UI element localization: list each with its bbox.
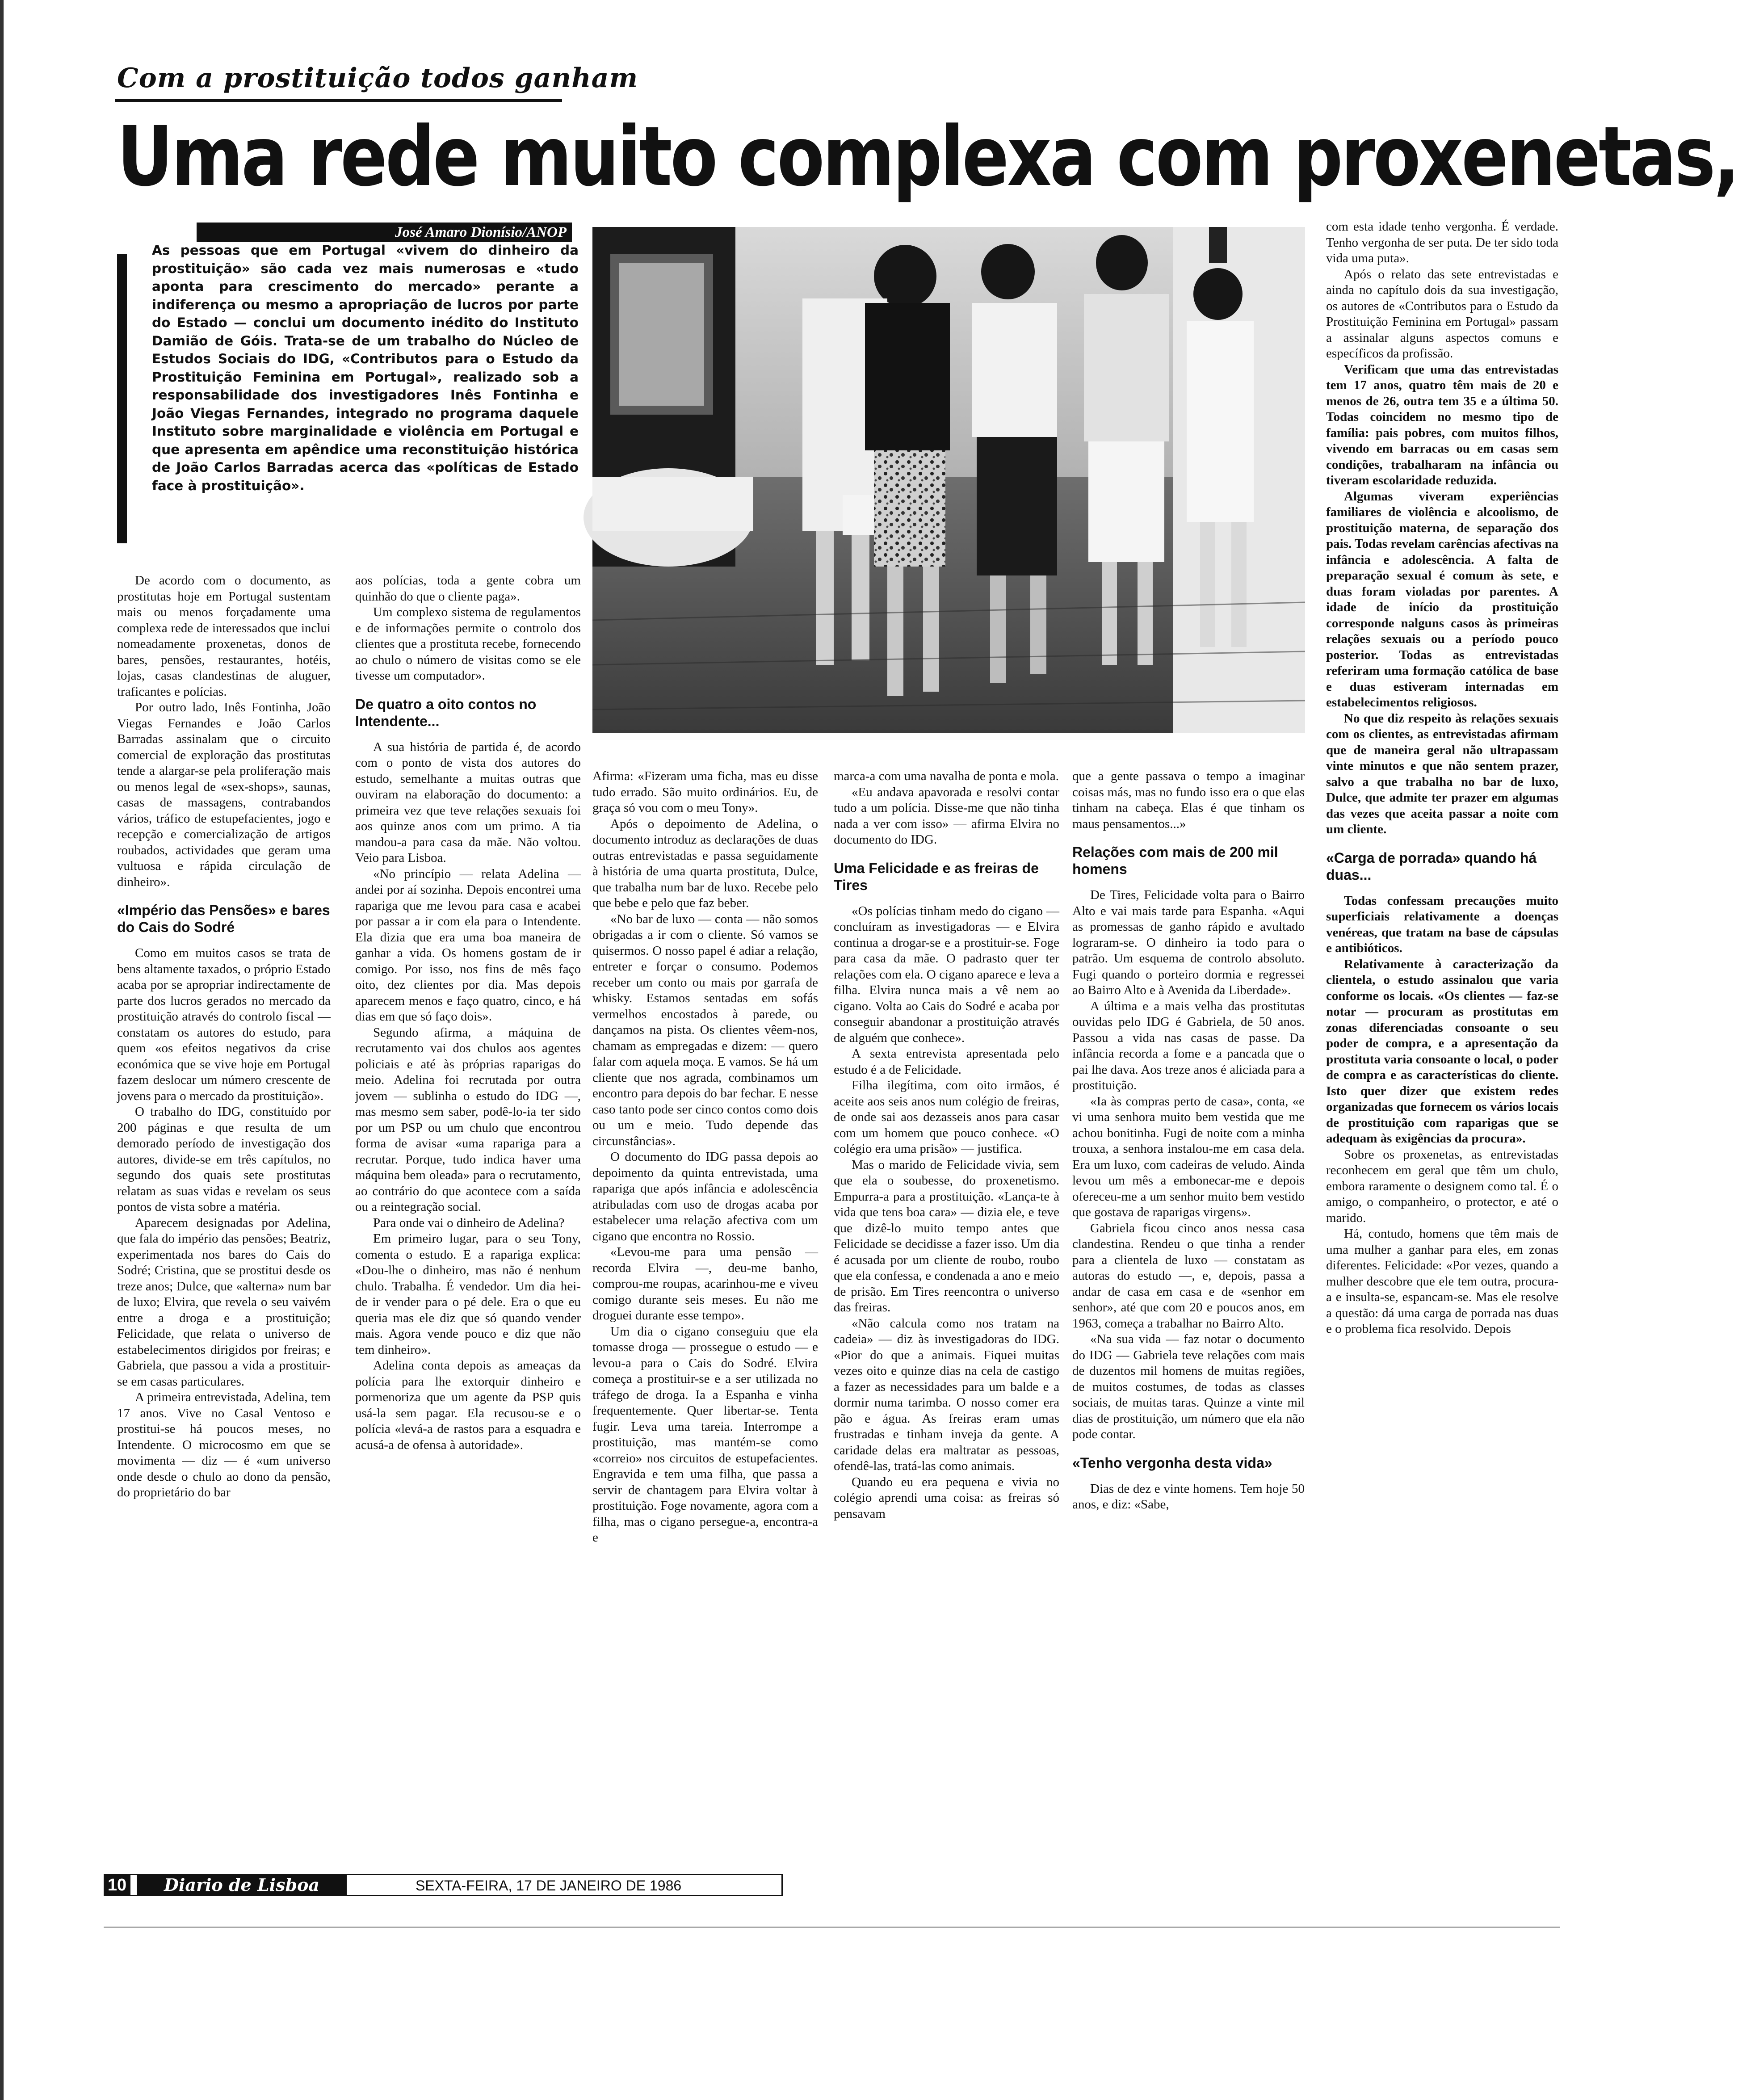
subheading: De quatro a oito contos no Intendente... <box>355 696 537 729</box>
paragraph: «Levou-me para uma pensão — recorda Elvira —, deu-me banho, comprou-me roupas, acarinhou-me e viveu comigo durante seis meses. Eu não me droguei durante esse tempo». <box>592 1245 818 1323</box>
paragraph: marca-a com uma navalha de ponta e mola. <box>834 769 1059 783</box>
paragraph: Verificam que uma das entrevistadas tem 17 anos, quatro têm mais de 20 e menos de 26, outra tem 35 e a última 50. Todas coincidem no mesmo tipo de família: pais pobres, com muitos filhos, vivendo em barracas ou em casas sem condições, trabalharam na infância ou tiveram escolaridade reduzida. <box>1326 362 1558 487</box>
scan-edge <box>0 0 4 2100</box>
paragraph: aos polícias, toda a gente cobra um quinhão do que o cliente paga». <box>355 573 581 604</box>
paragraph: Filha ilegítima, com oito irmãos, é aceite aos seis anos num colégio de freiras, de onde sai aos dezasseis anos para casar com um homem que pouco conhece. «O colégio era uma prisão» — justifica. <box>834 1078 1059 1156</box>
paragraph: A sexta entrevista apresentada pelo estudo é a de Felicidade. <box>834 1046 1059 1077</box>
paragraph: Relativamente à caracterização da clientela, o estudo assinalou que varia conforme os locais. «Os clientes — faz-se notar — procuram as prostitutas em zonas diferenciadas consoante o seu poder de compra, e a apresentação da prostituta varia consoante o local, o poder de compra e as características do cliente. Isto quer dizer que existem redes organizadas que fornecem os vários locais de prostituição com raparigas que se adequam às exigências da procura». <box>1326 957 1558 1146</box>
byline: José Amaro Dionísio/ANOP <box>197 223 572 242</box>
lead-paragraph: As pessoas que em Portugal «vivem do dinheiro da prostituição» são cada vez mais numerosas e «tudo aponta para crescimento do mercado» perante a indiferença ou mesmo a apropriação de lucros por parte do Estado — conclui um documento inédito do Instituto Damião de Góis. Trata-se de um trabalho do Núcleo de Estudos Sociais do IDG, «Contributos para o Estudo da Prostituição Feminina em Portugal», realizado sob a responsabilidade dos investigadores Inês Fontinha e João Viegas Fernandes, integrado no programa daquele Instituto sobre marginalidade e violência em Portugal e que apresenta em apêndice uma reconstituição histórica de João Carlos Barradas acerca das «políticas de Estado face à prostituição». <box>152 243 579 493</box>
paragraph: Como em muitos casos se trata de bens altamente taxados, o próprio Estado acaba por se apropriar indirectamente de parte dos lucros gerados no mercado da prostituição através do controlo fiscal — constatam os autores do estudo, para quem «os efeitos negativos da crise económica que se vive hoje em Portugal fazem deslocar um número crescente de jovens para o mercado da prostituição». <box>117 946 331 1103</box>
article-column-5 <box>1072 769 1305 1868</box>
paragraph: Após o relato das sete entrevistadas e ainda no capítulo dois da sua investigação, os autores de «Contributos para o Estudo da Prostituição Feminina em Portugal» passam a assinalar alguns aspectos comuns e específicos da profissão. <box>1326 267 1558 361</box>
paragraph: De acordo com o documento, as prostitutas hoje em Portugal sustentam mais ou menos forçadamente uma complexa rede de interessados que inclui nomeadamente proxenetas, donos de bares, pensões, restaurantes, hotéis, lojas, casas clandestinas de aluguer, traficantes e polícias. <box>117 573 331 699</box>
paragraph: A última e a mais velha das prostitutas ouvidas pelo IDG é Gabriela, de 50 anos. Passou a vida nas casas de passe. Da infância recorda a fome e a pancada que o pai lhe dava. Aos treze anos é aliciada para a prostituição. <box>1072 999 1305 1092</box>
paragraph: «No princípio — relata Adelina — andei por aí sozinha. Depois encontrei uma rapariga que me levou para casa e acabei por passar a ir com ela para o Intendente. Ela dizia que era uma boa maneira de ganhar a vida. Os homens gostam de ir comigo. Por isso, nos fins de mês faço oito, dez clientes por dia. Mas depois aparecem menos e faço quatro, cinco, e há dias em que só faço dois». <box>355 866 581 1024</box>
page-number: 10 <box>104 1874 130 1896</box>
paragraph: «Não calcula como nos tratam na cadeia» — diz às investigadoras do IDG. «Pior do que a animais. Fiquei muitas vezes oito e quinze dias na cela de castigo a fazer as necessidades para um balde e a dormir numa tarimba. O nosso comer era pão e água. As freiras eram umas frustradas e tinham inveja da gente. A caridade delas era maltratar as pessoas, ofendê-las, tratá-las como animais. <box>834 1316 1059 1473</box>
headline: Uma rede muito complexa com proxenetas, <box>117 109 1738 205</box>
paragraph: Um complexo sistema de regulamentos e de informações permite o controlo dos clientes que a prostituta recebe, fornecendo ao chulo o número de visitas como se ele tivesse um computador». <box>355 605 581 683</box>
paragraph: «No bar de luxo — conta — não somos obrigadas a ir com o cliente. Só vamos se quisermos. O nosso papel é adiar a relação, entreter e forçar o consumo. Podemos receber um conto ou mais por garrafa de whisky. Estamos sentadas em sofás vermelhos encostados à parede, ou dançamos na pista. Os clientes vêem-nos, chamam as empregadas e dizem: — quero falar com aquela moça. E vamos. Se há um cliente que nos agrada, combinamos um encontro para depois do bar fechar. E nesse caso tanto pode ser cinco contos como dois ou um e meio. Tudo depende das circunstâncias». <box>592 911 818 1148</box>
paragraph: A primeira entrevistada, Adelina, tem 17 anos. Vive no Casal Ventoso e prostitui-se há poucos meses, no Intendente. O microcosmo em que se movimenta — diz — é «um universo onde desde o chulo ao dono da pensão, do proprietário do bar <box>117 1390 331 1499</box>
paragraph: «Eu andava apavorada e resolvi contar tudo a um polícia. Disse-me que não tinha nada a ver com isso» — afirma Elvira no documento do IDG. <box>834 785 1059 847</box>
paragraph: «Na sua vida — faz notar o documento do IDG — Gabriela teve relações com mais de duzentos mil homens de muitas regiões, de muitos costumes, de todas as classes sociais, de muitas taras. Quinze a vinte mil dias de prostituição, um número que ela não pode contar. <box>1072 1332 1305 1441</box>
subheading: Relações com mais de 200 mil homens <box>1072 844 1278 877</box>
article-column-4 <box>834 769 1059 1868</box>
paragraph: Por outro lado, Inês Fontinha, João Viegas Fernandes e João Carlos Barradas assinalam que o circuito comercial de exploração das prostitutas tende a alargar-se pela proliferação mais ou menos legal de «sex-shops», saunas, casas de massagens, contrabandos vários, tráfico de estupefacientes, jogo e recepção e comercialização de artigos roubados, actividades que geram uma vultuosa e rápida circulação de dinheiro». <box>117 700 331 889</box>
paragraph: «Ia às compras perto de casa», conta, «e vi uma senhora muito bem vestida que me achou bonitinha. Fugi de noite com a minha trouxa, a senhora instalou-me em casa dela. Era um luxo, com cadeiras de veludo. Ainda levou um mês a embonecar-me e depois ofereceu-me a um senhor muito bem vestido que gostava de raparigas virgens». <box>1072 1094 1305 1219</box>
paragraph: Algumas viveram experiências familiares de violência e alcoolismo, de prostituição materna, de separação dos pais. Todas revelam carências afectivas na infância e adolescência. A falta de preparação sexual é comum às sete, e duas foram violadas por parentes. A idade de início da prostituição corresponde nalguns casos às primeiras relações sexuais ou a período pouco posterior. Todas as entrevistadas referiram uma formação católica de base e duas estiveram internadas em estabelecimentos religiosos. <box>1326 489 1558 710</box>
paragraph: Segundo afirma, a máquina de recrutamento vai dos chulos aos agentes policiais e até às próprias raparigas do meio. Adelina foi recrutada por outra jovem — sublinha o estudo do IDG —, mas mesmo sem saber, podê-lo-ia ter sido por um PSP ou um chulo que encontrou forma de avisar «uma rapariga para a recrutar. Porque, tudo indica haver uma máquina bem oleada» para o recrutamento, ao contrário do que acontece com a saída ou a reintegração social. <box>355 1025 581 1214</box>
paragraph: Um dia o cigano conseguiu que ela tomasse droga — prossegue o estudo — e levou-a para o Cais do Sodré. Elvira começa a prostituir-se e a ser utilizada no tráfego de droga. Ia a Espanha e vinha frequentemente. Quer libertar-se. Tenta fugir. Leva uma tareia. Interrompe a prostituição, mas mantém-se como «correio» nos circuitos de estupefacientes. Engravida e tem uma filha, que passa a servir de chantagem para Elvira voltar à prostituição. Foge novamente, agora com a filha, mas o cigano persegue-a, encontra-a e <box>592 1324 818 1545</box>
paragraph: Todas confessam precauções muito superficiais relativamente a doenças venéreas, que tratam na base de cápsulas e antibióticos. <box>1326 893 1558 955</box>
paragraph: Em primeiro lugar, para o seu Tony, comenta o estudo. E a rapariga explica: «Dou-lhe o dinheiro, mas não é nenhum chulo. Trabalha. É vendedor. Um dia hei-de ir vender para o pé dele. Era o que eu queria mas ele diz que só quando vender mais. Agora vende pouco e diz que não tem dinheiro». <box>355 1231 581 1357</box>
paragraph: Gabriela ficou cinco anos nessa casa clandestina. Rendeu o que tinha a render para a clientela de luxo — constatam as autoras do estudo —, e, depois, passa a andar de casa em casa e de «senhor em senhor», até que com 20 e poucos anos, em 1963, começa a trabalhar no Bairro Alto. <box>1072 1221 1305 1331</box>
paragraph: Há, contudo, homens que têm mais de uma mulher a ganhar para eles, em zonas diferentes. Felicidade: «Por vezes, quando a mulher descobre que ele tem outra, procura-a e insulta-se, espancam-se. Mas ele resolve a questão: dá uma carga de porrada nas duas e o problema fica resolvido. Depois <box>1326 1226 1558 1336</box>
publication-date: SEXTA-FEIRA, 17 DE JANEIRO DE 1986 <box>416 1877 682 1894</box>
paragraph: A sua história de partida é, de acordo com o ponto de vista dos autores do estudo, semelhante a muitas outras que ouviram na elaboração do documento: a primeira vez que teve relações sexuais foi aos quinze anos com um primo. A tia mandou-a para casa da mãe. Não voltou. Veio para Lisboa. <box>355 739 581 865</box>
paragraph: com esta idade tenho vergonha. É verdade. Tenho vergonha de ser puta. De ter sido toda vida uma puta». <box>1326 219 1558 265</box>
subheading: «Carga de porrada» quando há duas... <box>1326 849 1537 883</box>
article-photo <box>592 227 1305 733</box>
paragraph: Aparecem designadas por Adelina, que fala do império das pensões; Beatriz, experimentada nos bares do Cais do Sodré; Cristina, que se prostitui desde os treze anos; Dulce, que «alterna» num bar de luxo; Elvira, que revela o seu vaivém entre a droga e a prostituição; Felicidade, que relata o universo de estabelecimentos dirigidos por freiras; e Gabriela, que passou a vida a prostituir-se em casas particulares. <box>117 1215 331 1389</box>
article-column-2 <box>355 573 581 1869</box>
newspaper-masthead: Diario de Lisboa <box>137 1875 347 1895</box>
paragraph: No que diz respeito às relações sexuais com os clientes, as entrevistadas afirmam que de maneira geral não ultrapassam vinte minutos e que não sentem prazer, salvo a que trabalha no bar de luxo, Dulce, que admite ter prazer em algumas das vezes que aceita passar a noite com um cliente. <box>1326 711 1558 836</box>
paragraph: Sobre os proxenetas, as entrevistadas reconhecem em geral que têm um chulo, embora raramente o designem como tal. É o amigo, o companheiro, o protector, e até o marido. <box>1326 1147 1558 1225</box>
bottom-rule <box>104 1927 1560 1928</box>
kicker: Com a prostituição todos ganham <box>117 63 638 94</box>
paragraph: De Tires, Felicidade volta para o Bairro Alto e vai mais tarde para Espanha. «Aqui as promessas de ganho rápido e avultado lograram-se. O dinheiro ia todo para o patrão. Um esquema de controlo absoluto. Fugi quando o porteiro dormia e regressei ao Bairro Alto e à Avenida da Liberdade». <box>1072 888 1305 997</box>
paragraph: O trabalho do IDG, constituído por 200 páginas e que resulta de um demorado período de investigação dos autores, divide-se em três capítulos, no segundo dos quais sete prostitutas relatam as suas vidas e revelam os seus pontos de vista sobre a matéria. <box>117 1105 331 1214</box>
subheading: «Tenho vergonha desta vida» <box>1072 1454 1272 1471</box>
lead-bar <box>117 254 127 543</box>
paragraph: O documento do IDG passa depois ao depoimento da quinta entrevistada, uma rapariga que após infância e adolescência atribuladas com uso de drogas acaba por estabelecer uma relação afectiva com um cigano que encontra no Rossio. <box>592 1150 818 1243</box>
kicker-rule <box>115 99 562 102</box>
subheading: «Império das Pensões» e bares do Cais do Sodré <box>117 902 330 935</box>
paragraph: Afirma: «Fizeram uma ficha, mas eu disse tudo errado. São muito ordinários. Eu, de graça só vou com o meu Tony». <box>592 769 818 815</box>
article-column-3 <box>592 769 818 1868</box>
paragraph: Adelina conta depois as ameaças da polícia para lhe extorquir dinheiro e pormenoriza que um agente da PSP quis usá-la sem pagar. Ela recusou-se e o polícia «levá-a de rastos para a esquadra e acusá-a de ofensa à autoridade». <box>355 1358 581 1452</box>
photo-street-scene <box>592 227 1305 733</box>
subheading: Uma Felicidade e as freiras de Tires <box>834 860 1039 893</box>
paragraph: «Os polícias tinham medo do cigano — concluíram as investigadoras — e Elvira continua a drogar-se e a prostituir-se. Foge para casa da mãe. O padrasto quer ter relações com ela. O cigano aparece e leva a filha. Elvira nunca mais a vê nem ao cigano. Volta ao Cais do Sodré e acaba por conseguir abandonar a prostituição através de alguém que conhece». <box>834 903 1059 1045</box>
paragraph: que a gente passava o tempo a imaginar coisas más, mas no fundo isso era o que elas tinham na cabeça. Elas é que tinham os maus pensamentos...» <box>1072 769 1305 831</box>
paragraph: Dias de dez e vinte homens. Tem hoje 50 anos, e diz: «Sabe, <box>1072 1481 1305 1512</box>
article-column-1 <box>117 573 331 1864</box>
paragraph: Mas o marido de Felicidade vivia, sem que ela o soubesse, do proxenetismo. Empurra-a para a prostituição. «Lança-te à vida que tens boa cara» — dizia ele, e teve que dizê-lo muito tempo antes que Felicidade se decidisse a fazer isso. Um dia é acusada por um cliente de roubo, roubo que ela confessa, e condenada a ano e meio de prisão. Em Tires reencontra o universo das freiras. <box>834 1157 1059 1315</box>
article-column-6 <box>1326 219 1558 1868</box>
paragraph: Para onde vai o dinheiro de Adelina? <box>373 1215 565 1230</box>
paragraph: Após o depoimento de Adelina, o documento introduz as declarações de duas outras entrevistadas e passa seguidamente à história de uma quarta prostituta, Dulce, que trabalha num bar de luxo. Recebe pelo que bebe e pelo que faz beber. <box>592 816 818 910</box>
paragraph: Quando eu era pequena e vivia no colégio aprendi uma coisa: as freiras só pensavam <box>834 1474 1059 1521</box>
